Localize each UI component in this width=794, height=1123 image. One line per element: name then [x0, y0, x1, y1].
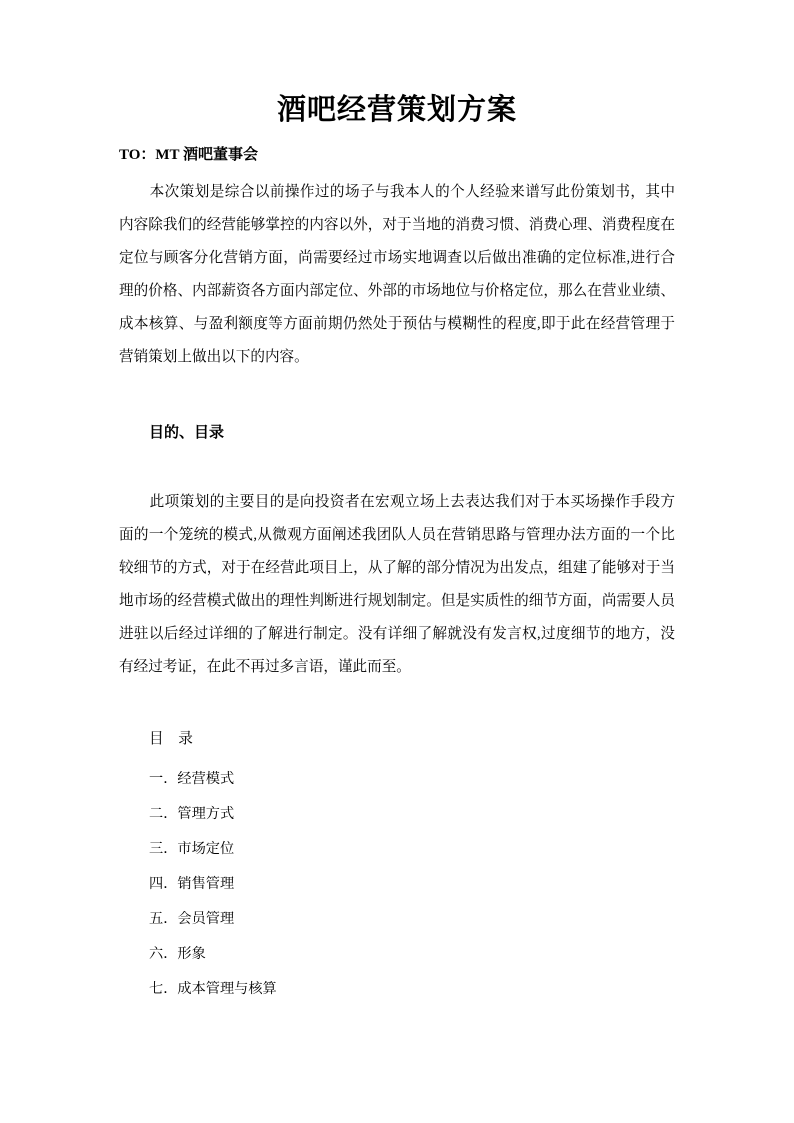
toc-item-1: 一．经营模式 [149, 771, 235, 788]
intro-paragraph: 本次策划是综合以前操作过的场子与我本人的个人经验来谱写此份策划书，其中内容除我们的经营能够掌控的内容以外，对于当地的消费习惯、消费心理、消费程度在定位与顾客分化营销方面，尚需要经过市场实地调查以后做出准确的定位标准,进行合理的价格、内部薪资各方面内部定位、外部的市场地位与价格定位，那么在营业业绩、成本核算、与盈利额度等方面前期仍然处于预估与模糊性的程度,即于此在经营管理于营销策划上做出以下的内容。 [119, 184, 675, 366]
purpose-paragraph: 此项策划的主要目的是向投资者在宏观立场上去表达我们对于本买场操作手段方面的一个笼统的模式,从微观方面阐述我团队人员在营销思路与管理办法方面的一个比较细节的方式，对于在经营此项目上，从了解的部分情况为出发点，组建了能够对于当地市场的经营模式做出的理性判断进行规划制定。但是实质性的细节方面，尚需要人员进驻以后经过详细的了解进行制定。没有详细了解就没有发言权,过度细节的地方，没有经过考证，在此不再过多言语，谨此而至。 [119, 494, 675, 676]
toc-item-6: 六．形象 [149, 946, 206, 963]
toc-item-7: 七．成本管理与核算 [149, 981, 277, 998]
toc-title: 目 录 [149, 731, 193, 748]
toc-item-2: 二．管理方式 [149, 806, 235, 823]
section-heading-purpose-toc: 目的、目录 [149, 425, 225, 442]
document-title: 酒吧经营策划方案 [276, 94, 517, 126]
to-line: TO：MT 酒吧董事会 [119, 147, 259, 164]
toc-item-4: 四．销售管理 [149, 876, 235, 893]
toc-item-3: 三．市场定位 [149, 841, 235, 858]
toc-item-5: 五．会员管理 [149, 911, 235, 928]
toc-list [119, 762, 675, 1007]
